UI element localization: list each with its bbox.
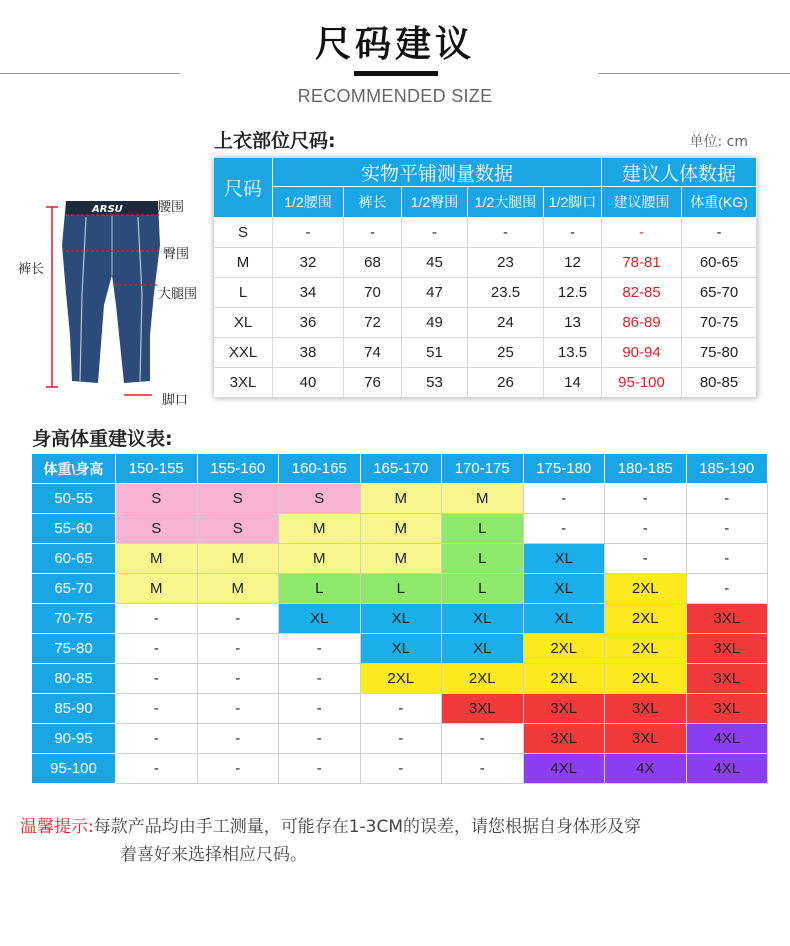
row-size-label: 3XL: [214, 368, 273, 398]
column-header: 体重(KG): [682, 187, 757, 218]
size-cell: -: [198, 604, 280, 634]
size-cell: L: [279, 574, 361, 604]
height-header: 150-155: [116, 454, 198, 484]
table-cell: -: [273, 218, 344, 248]
size-cell: M: [442, 484, 524, 514]
table-cell: 78-81: [602, 248, 682, 278]
table-cell: 45: [402, 248, 468, 278]
size-cell: XL: [524, 574, 606, 604]
row-size-label: XL: [214, 308, 273, 338]
size-cell: 3XL: [524, 694, 606, 724]
weight-label: 90-95: [32, 724, 116, 754]
height-header: 165-170: [361, 454, 443, 484]
size-cell: 3XL: [687, 694, 769, 724]
table-cell: 86-89: [602, 308, 682, 338]
size-cell: -: [442, 724, 524, 754]
label-hem: 脚口: [162, 393, 189, 408]
size-cell: XL: [524, 544, 606, 574]
size-cell: -: [361, 724, 443, 754]
table-cell: 12.5: [544, 278, 602, 308]
row-size-label: M: [214, 248, 273, 278]
logo-text: ARSU: [92, 204, 123, 215]
size-cell: XL: [361, 634, 443, 664]
section-title-height-weight: 身高体重建议表:: [32, 428, 173, 450]
column-header: 1/2脚口: [544, 187, 602, 218]
table-cell: -: [344, 218, 402, 248]
size-cell: L: [361, 574, 443, 604]
label-thigh: 大腿围: [158, 287, 198, 302]
size-cell: -: [116, 754, 198, 784]
size-cell: -: [116, 604, 198, 634]
size-cell: 3XL: [605, 694, 687, 724]
size-cell: -: [279, 754, 361, 784]
size-cell: M: [361, 514, 443, 544]
size-cell: 2XL: [605, 634, 687, 664]
row-size-label: XXL: [214, 338, 273, 368]
page-subtitle: RECOMMENDED SIZE: [297, 86, 493, 106]
size-cell: 2XL: [442, 664, 524, 694]
size-cell: -: [279, 694, 361, 724]
weight-label: 70-75: [32, 604, 116, 634]
size-cell: -: [361, 754, 443, 784]
size-cell: M: [198, 544, 280, 574]
weight-label: 65-70: [32, 574, 116, 604]
size-cell: 2XL: [605, 604, 687, 634]
table-cell: 80-85: [682, 368, 757, 398]
size-cell: -: [116, 724, 198, 754]
size-cell: S: [198, 484, 280, 514]
size-cell: -: [361, 694, 443, 724]
size-cell: L: [442, 574, 524, 604]
size-cell: 2XL: [605, 574, 687, 604]
table-cell: 36: [273, 308, 344, 338]
size-cell: -: [279, 724, 361, 754]
size-cell: 4X: [605, 754, 687, 784]
size-cell: XL: [361, 604, 443, 634]
size-cell: M: [198, 574, 280, 604]
size-cell: XL: [442, 634, 524, 664]
size-cell: L: [442, 544, 524, 574]
table-cell: 24: [468, 308, 544, 338]
weight-label: 55-60: [32, 514, 116, 544]
table-cell: 13.5: [544, 338, 602, 368]
table-cell: 70-75: [682, 308, 757, 338]
table-cell: 34: [273, 278, 344, 308]
size-cell: -: [116, 634, 198, 664]
height-header: 160-165: [279, 454, 361, 484]
tip-text-1: 每款产品均由手工测量，可能存在1-3CM的误差，请您根据自身体形及穿: [93, 817, 642, 837]
table-cell: -: [544, 218, 602, 248]
corner-header: 体重\身高: [32, 454, 116, 484]
group-header-measured: 实物平铺测量数据: [273, 158, 602, 187]
size-cell: S: [279, 484, 361, 514]
label-length: 裤长: [18, 262, 45, 277]
table-cell: 70: [344, 278, 402, 308]
size-cell: 3XL: [524, 724, 606, 754]
table-cell: 40: [273, 368, 344, 398]
size-cell: 2XL: [605, 664, 687, 694]
table-cell: 23.5: [468, 278, 544, 308]
size-cell: 3XL: [687, 664, 769, 694]
pants-figure: [0, 185, 205, 410]
size-cell: -: [116, 694, 198, 724]
table-cell: 25: [468, 338, 544, 368]
column-header: 1/2大腿围: [468, 187, 544, 218]
size-cell: S: [116, 484, 198, 514]
table-cell: 72: [344, 308, 402, 338]
table-cell: 75-80: [682, 338, 757, 368]
section-title-size: 上衣部位尺码:: [214, 130, 336, 152]
table-cell: 65-70: [682, 278, 757, 308]
size-cell: -: [198, 724, 280, 754]
size-cell: M: [116, 574, 198, 604]
page-title: 尺码建议: [314, 24, 475, 65]
table-cell: 38: [273, 338, 344, 368]
tip-line-1: [20, 814, 641, 840]
table-cell: 49: [402, 308, 468, 338]
size-cell: M: [279, 544, 361, 574]
column-header: 裤长: [344, 187, 402, 218]
table-cell: 26: [468, 368, 544, 398]
size-cell: -: [198, 694, 280, 724]
table-cell: 68: [344, 248, 402, 278]
table-cell: -: [602, 218, 682, 248]
column-header: 建议腰围: [602, 187, 682, 218]
table-cell: 23: [468, 248, 544, 278]
height-header: 185-190: [687, 454, 769, 484]
table-cell: 53: [402, 368, 468, 398]
weight-label: 80-85: [32, 664, 116, 694]
table-cell: 82-85: [602, 278, 682, 308]
table-cell: 32: [273, 248, 344, 278]
size-cell: -: [198, 754, 280, 784]
row-size-label: S: [214, 218, 273, 248]
height-header: 175-180: [524, 454, 606, 484]
size-cell: 3XL: [687, 634, 769, 664]
height-header: 155-160: [198, 454, 280, 484]
size-cell: 3XL: [442, 694, 524, 724]
size-cell: -: [279, 634, 361, 664]
size-header: 尺码: [214, 158, 273, 218]
table-cell: -: [468, 218, 544, 248]
table-cell: 47: [402, 278, 468, 308]
table-cell: 14: [544, 368, 602, 398]
size-cell: -: [279, 664, 361, 694]
size-cell: -: [524, 514, 606, 544]
weight-label: 75-80: [32, 634, 116, 664]
size-cell: M: [116, 544, 198, 574]
table-cell: 74: [344, 338, 402, 368]
size-cell: -: [198, 634, 280, 664]
table-cell: 51: [402, 338, 468, 368]
table-cell: 76: [344, 368, 402, 398]
height-weight-table: [32, 454, 762, 784]
height-header: 180-185: [605, 454, 687, 484]
table-cell: 13: [544, 308, 602, 338]
size-cell: 4XL: [687, 754, 769, 784]
tip-text-2: 着喜好来选择相应尺码。: [120, 845, 307, 865]
size-cell: S: [198, 514, 280, 544]
label-waist: 腰围: [158, 200, 185, 215]
weight-label: 95-100: [32, 754, 116, 784]
table-cell: 12: [544, 248, 602, 278]
size-cell: S: [116, 514, 198, 544]
weight-label: 85-90: [32, 694, 116, 724]
weight-label: 50-55: [32, 484, 116, 514]
size-cell: 2XL: [524, 634, 606, 664]
tip-label: 温馨提示:: [20, 817, 94, 837]
size-cell: -: [605, 484, 687, 514]
table-cell: 90-94: [602, 338, 682, 368]
size-cell: -: [687, 484, 769, 514]
size-cell: M: [361, 484, 443, 514]
table-cell: -: [402, 218, 468, 248]
size-cell: 3XL: [687, 604, 769, 634]
size-cell: 2XL: [361, 664, 443, 694]
size-cell: 4XL: [524, 754, 606, 784]
weight-label: 60-65: [32, 544, 116, 574]
size-cell: -: [116, 664, 198, 694]
size-cell: -: [687, 574, 769, 604]
size-cell: 2XL: [524, 664, 606, 694]
column-header: 1/2腰围: [273, 187, 344, 218]
column-header: 1/2臀围: [402, 187, 468, 218]
label-hip: 臀围: [163, 247, 190, 262]
size-cell: 4XL: [687, 724, 769, 754]
size-cell: -: [605, 514, 687, 544]
size-cell: XL: [524, 604, 606, 634]
table-cell: 60-65: [682, 248, 757, 278]
size-cell: -: [687, 514, 769, 544]
table-cell: 95-100: [602, 368, 682, 398]
divider-right: [598, 73, 790, 74]
size-cell: XL: [279, 604, 361, 634]
size-cell: -: [442, 754, 524, 784]
size-cell: -: [524, 484, 606, 514]
size-cell: L: [442, 514, 524, 544]
size-cell: M: [279, 514, 361, 544]
group-header-body: 建议人体数据: [602, 158, 757, 187]
size-cell: -: [687, 544, 769, 574]
size-cell: XL: [442, 604, 524, 634]
size-cell: -: [605, 544, 687, 574]
size-cell: -: [198, 664, 280, 694]
pants-shape: [62, 201, 160, 383]
size-cell: 3XL: [605, 724, 687, 754]
divider-left: [0, 73, 180, 74]
unit-label: 单位: cm: [689, 134, 748, 150]
size-cell: M: [361, 544, 443, 574]
row-size-label: L: [214, 278, 273, 308]
size-measurement-table: [214, 158, 757, 398]
height-header: 170-175: [442, 454, 524, 484]
table-cell: -: [682, 218, 757, 248]
title-underline: [354, 71, 438, 76]
